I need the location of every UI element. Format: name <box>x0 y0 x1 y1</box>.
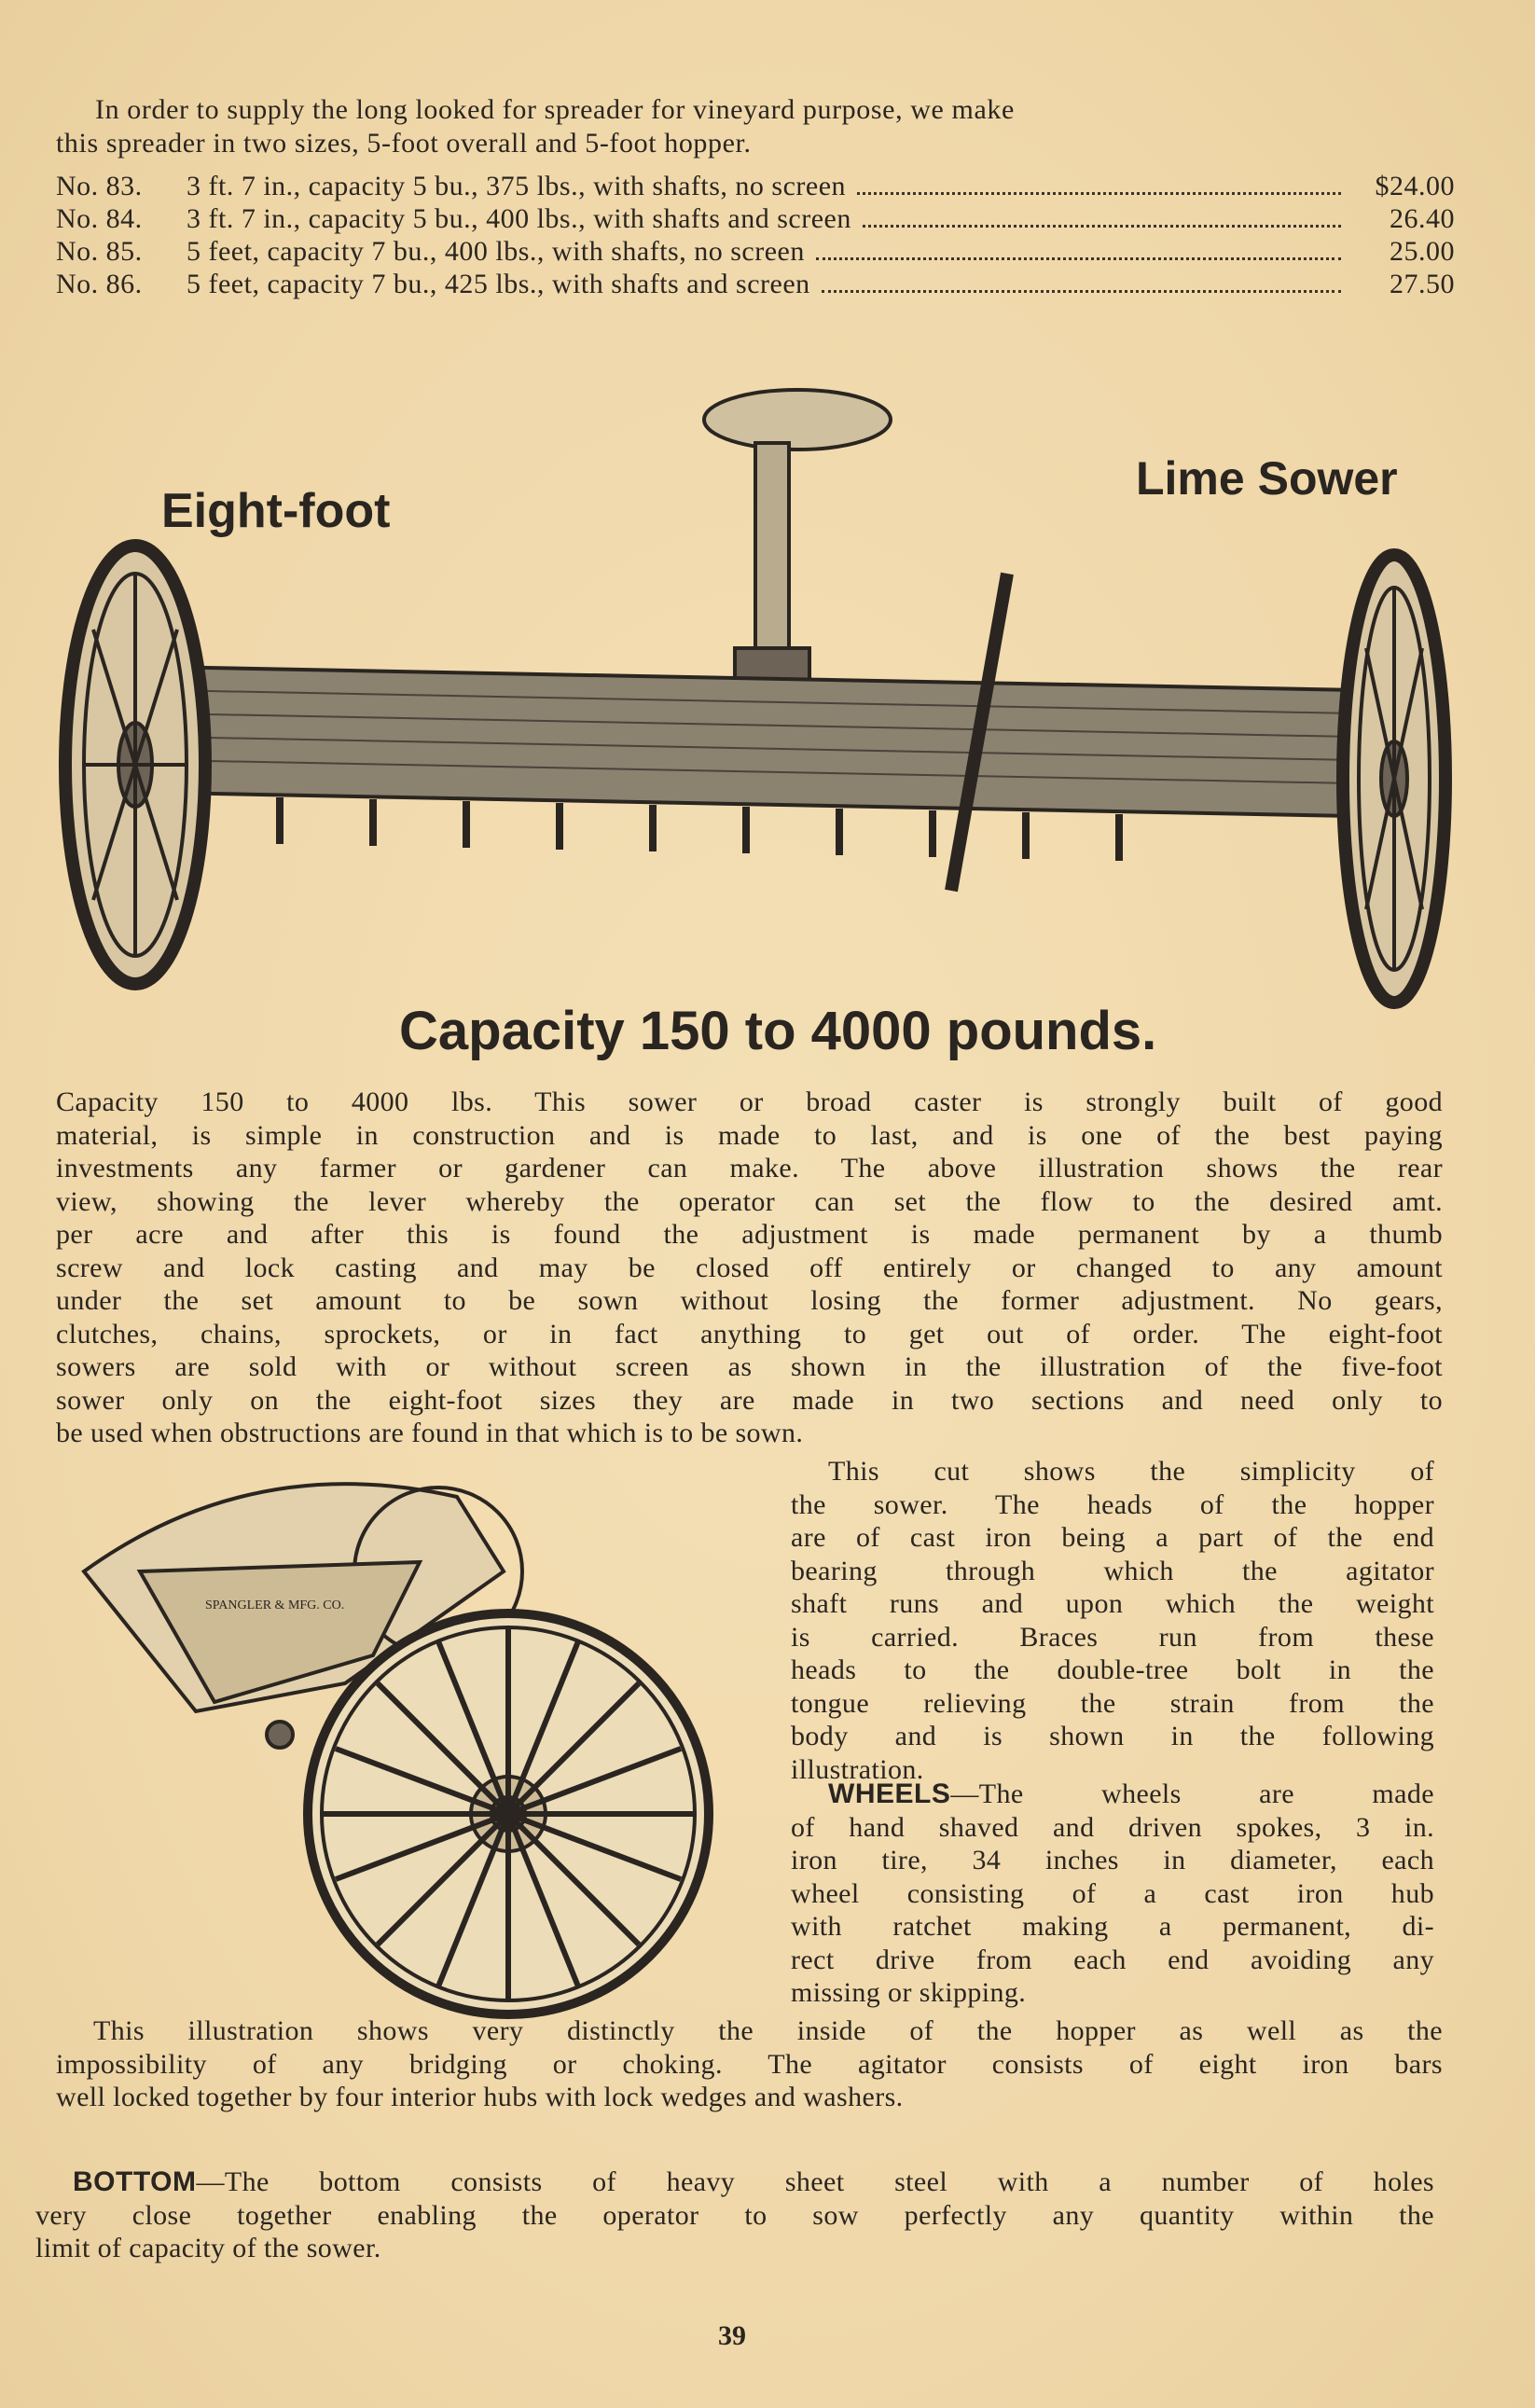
item-price: 27.50 <box>1390 269 1455 299</box>
text-line: impossibility of any bridging or choking. The agitator consists of eight iron bars <box>56 2048 1443 2080</box>
item-price: 25.00 <box>1390 236 1455 267</box>
text-run: —The bottom consists of heavy sheet steel with a number of holes <box>196 2166 1434 2197</box>
hopper <box>159 667 1357 816</box>
cut-paragraph <box>791 1455 1434 1786</box>
text-line: very close together enabling the operator to sow perfectly any quantity within the <box>35 2199 1434 2231</box>
illustration-label-left: Eight-foot <box>161 484 391 538</box>
model-number: No. 83. <box>56 171 143 201</box>
text-line: missing or skipping. <box>791 1977 1027 2008</box>
text-line: heads to the double-tree bolt in the <box>791 1654 1434 1685</box>
dot-leader <box>857 192 1341 195</box>
text-line: shaft runs and upon which the weight <box>791 1588 1434 1619</box>
wheel <box>308 1613 709 2014</box>
dot-leader <box>863 225 1341 228</box>
illustration-label-right: Lime Sower <box>1136 452 1398 505</box>
text-line: tongue relieving the strain from the <box>791 1687 1434 1719</box>
illustration-caption: Capacity 150 to 4000 pounds. <box>399 1001 1157 1061</box>
text-line: of hand shaved and driven spokes, 3 in. <box>791 1811 1434 1843</box>
text-line: per acre and after this is found the adjustment is made permanent by a thumb <box>56 1219 1443 1250</box>
price-row <box>56 170 1455 202</box>
item-price: $24.00 <box>1375 171 1455 201</box>
item-description: 5 feet, capacity 7 bu., 425 lbs., with shafts and screen <box>187 269 810 299</box>
intro-line: this spreader in two sizes, 5-foot overall and 5-foot hopper. <box>56 128 752 159</box>
seat <box>704 390 891 450</box>
dot-leader <box>822 290 1341 293</box>
right-wheel <box>1343 555 1445 1003</box>
text-line: view, showing the lever whereby the operator can set the flow to the desired amt. <box>56 1185 1443 1217</box>
text-line: under the set amount to be sown without losing the former adjustment. No gears, <box>56 1285 1443 1316</box>
text-line: This illustration shows very distinctly the inside of the hopper as well as the <box>93 2015 1443 2046</box>
text-line: sowers are sold with or without screen as shown in the illustration of the five-foot <box>56 1351 1443 1382</box>
text-line: the sower. The heads of the hopper <box>791 1488 1434 1520</box>
text-line: investments any farmer or gardener can make. The above illustration shows the rear <box>56 1153 1443 1183</box>
text-line: be used when obstructions are found in that which is to be sown. <box>56 1418 804 1448</box>
text-line: is carried. Braces run from these <box>791 1621 1434 1653</box>
text-line: limit of capacity of the sower. <box>35 2233 381 2263</box>
section-heading: BOTTOM <box>73 2166 197 2197</box>
five-foot-sower-illustration <box>65 1469 765 2028</box>
text-line: with ratchet making a permanent, di- <box>791 1911 1434 1942</box>
text-line: well locked together by four interior hubs with lock wedges and washers. <box>56 2082 904 2112</box>
model-number: No. 86. <box>56 269 143 299</box>
price-row <box>56 235 1455 268</box>
maker-plate: SPANGLER & MFG. CO. <box>205 1598 345 1612</box>
item-price: 26.40 <box>1390 203 1455 234</box>
text-run: —The wheels are made <box>950 1778 1434 1809</box>
model-number: No. 84. <box>56 203 143 234</box>
text-line: screw and lock casting and may be closed off entirely or changed to any amount <box>56 1252 1443 1283</box>
text-line <box>791 1778 1434 1811</box>
description-paragraph <box>56 1086 1443 1450</box>
section-heading: WHEELS <box>828 1778 951 1809</box>
wheels-paragraph <box>791 1778 1434 2010</box>
text-line: clutches, chains, sprockets, or in fact anything to get out of order. The eight-foot <box>56 1318 1443 1349</box>
text-line: bearing through which the agitator <box>791 1555 1434 1586</box>
text-line <box>35 2166 1434 2199</box>
left-wheel <box>65 546 205 984</box>
text-line: sower only on the eight-foot sizes they are made in two sections and need only to <box>56 1384 1443 1416</box>
text-line: are of cast iron being a part of the end <box>791 1522 1434 1553</box>
item-description: 3 ft. 7 in., capacity 5 bu., 400 lbs., with shafts and screen <box>187 203 851 234</box>
item-description: 5 feet, capacity 7 bu., 400 lbs., with shafts, no screen <box>187 236 805 267</box>
hopper-paragraph <box>56 2014 1443 2114</box>
seat-post <box>755 443 789 667</box>
bottom-paragraph <box>35 2166 1434 2265</box>
text-line: body and is shown in the following <box>791 1721 1434 1751</box>
text-line: rect drive from each end avoiding any <box>791 1944 1434 1975</box>
intro-paragraph <box>56 93 1455 160</box>
text-line: Capacity 150 to 4000 lbs. This sower or broad caster is strongly built of good <box>56 1086 1443 1117</box>
model-number: No. 85. <box>56 236 143 267</box>
intro-line: In order to supply the long looked for spreader for vineyard purpose, we make <box>95 94 1015 125</box>
price-row <box>56 268 1455 300</box>
dot-leader <box>816 257 1341 260</box>
text-line: wheel consisting of a cast iron hub <box>791 1877 1434 1909</box>
text-line: iron tire, 34 inches in diameter, each <box>791 1845 1434 1875</box>
price-list <box>56 170 1455 300</box>
item-description: 3 ft. 7 in., capacity 5 bu., 375 lbs., with shafts, no screen <box>187 171 847 201</box>
text-line: material, is simple in construction and is made to last, and is one of the best paying <box>56 1119 1443 1151</box>
text-line: illustration. <box>791 1753 924 1785</box>
text-line: This cut shows the simplicity of <box>828 1456 1434 1487</box>
price-row <box>56 202 1455 235</box>
page-number: 39 <box>718 2320 746 2351</box>
